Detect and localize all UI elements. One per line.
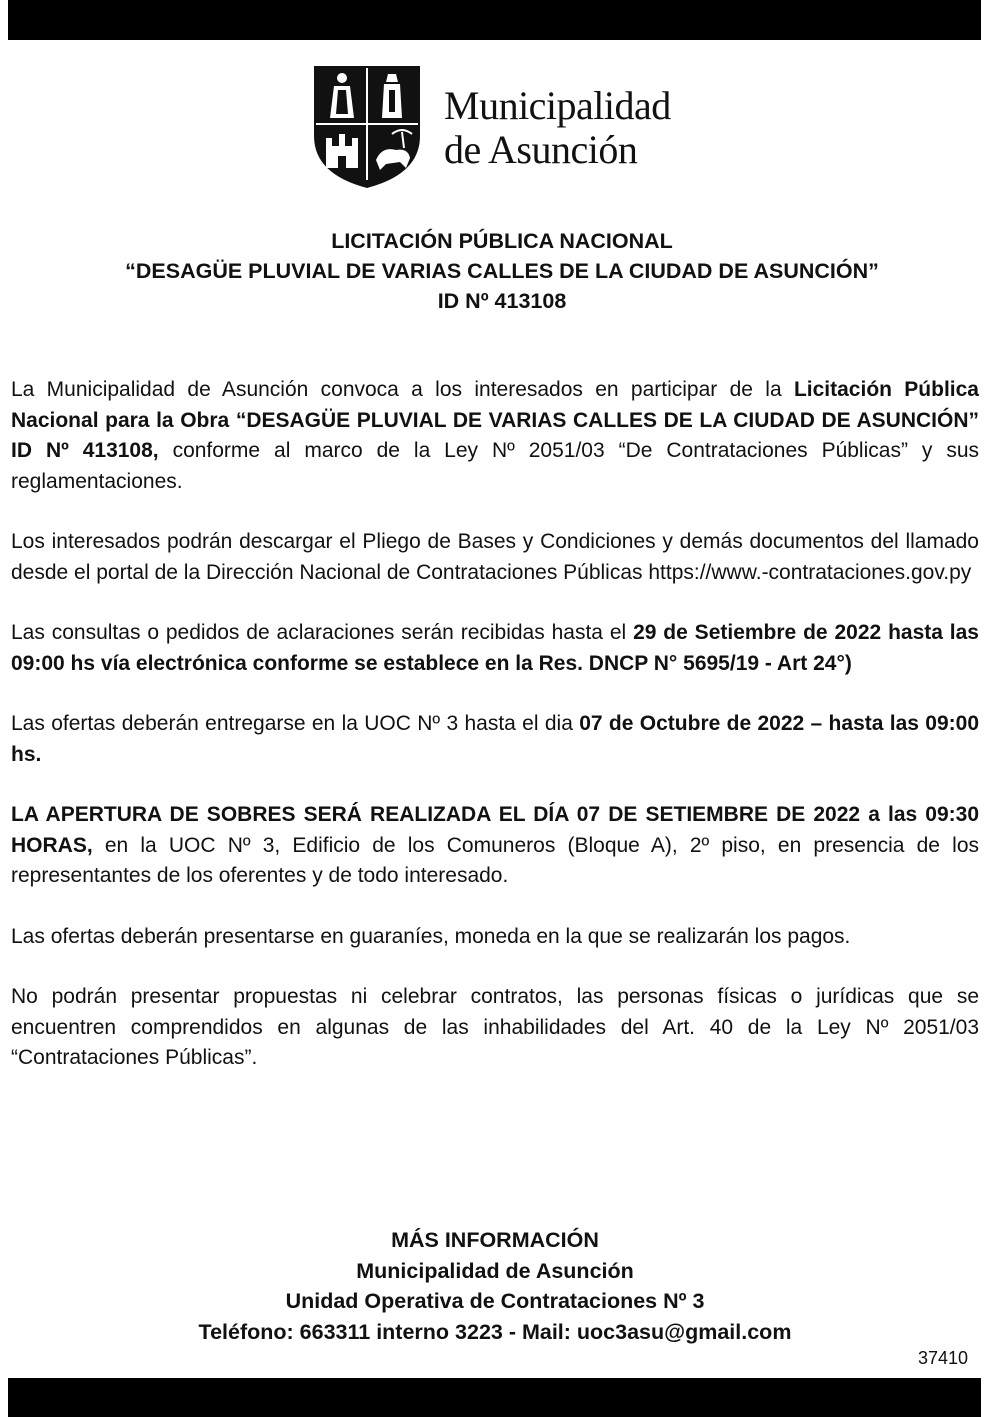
bottom-black-bar (8, 1378, 981, 1417)
paragraph-download: Los interesados podrán descargar el Pliego de Bases y Condiciones y demás documentos del llamado desde el portal de la Dirección Nacional de Contrataciones Públicas https://www.-contrataciones.gov.py (11, 530, 979, 584)
p3-bold: 29 de Setiembre de 2022 hasta las 09:00 hs vía electrónica conforme se establece en la Res. DNCP N° 5695/19 - Art 24°) (11, 621, 979, 675)
info-heading: MÁS INFORMACIÓN (391, 1228, 599, 1252)
p4-text: Las ofertas deberán entregarse en la UOC Nº 3 hasta el dia (11, 712, 580, 735)
paragraph-restrictions: No podrán presentar propuestas ni celebrar contratos, las personas físicas o jurídicas que se encuentren comprendidos en algunas de las inhabilidades del Art. 40 de la Ley Nº 2051/03 “Contrataciones Públicas”. (11, 985, 979, 1069)
p1-text: La Municipalidad de Asunción convoca a los interesados en participar de la (11, 378, 794, 401)
ad-code: 37410 (917, 1348, 968, 1368)
municipality-logo (312, 62, 692, 192)
paragraph-offers-delivery (11, 709, 979, 770)
paragraph-currency: Las ofertas deberán presentarse en guaraníes, moneda en la que se realizarán los pagos. (11, 924, 851, 948)
logo-line-1: Municipalidad (444, 83, 671, 128)
logo-wordmark (444, 84, 671, 172)
title-line-1: LICITACIÓN PÚBLICA NACIONAL (331, 229, 673, 253)
p5-bold: LA APERTURA DE SOBRES SERÁ REALIZADA EL DÍA 07 DE SETIEMBRE DE 2022 a las 09:30 HORAS, (11, 803, 979, 857)
more-info-block (0, 1225, 990, 1347)
coat-of-arms-icon (312, 62, 422, 190)
paragraph-convocation (11, 375, 979, 497)
p3-text: Las consultas o pedidos de aclaraciones serán recibidas hasta el (11, 621, 634, 644)
tender-title (0, 226, 1004, 316)
p1-text-end: conforme al marco de la Ley Nº 2051/03 “De Contrataciones Públicas” y sus reglamentaciones. (11, 439, 979, 493)
title-line-3: ID Nº 413108 (437, 289, 567, 313)
paragraph-queries (11, 618, 979, 679)
p4-bold: 07 de Octubre de 2022 – hasta las 09:00 hs. (11, 712, 979, 766)
notice-body (11, 375, 979, 1104)
p5-text: en la UOC Nº 3, Edificio de los Comuneros (Bloque A), 2º piso, en presencia de los representantes de los oferentes y de todo interesado. (11, 833, 979, 887)
title-line-2: “DESAGÜE PLUVIAL DE VARIAS CALLES DE LA CIUDAD DE ASUNCIÓN” (125, 259, 879, 283)
info-line-2: Unidad Operativa de Contrataciones Nº 3 (285, 1289, 705, 1313)
info-line-1: Municipalidad de Asunción (356, 1258, 634, 1283)
paragraph-opening (11, 800, 979, 892)
info-line-3: Teléfono: 663311 interno 3223 - Mail: uoc3asu@gmail.com (198, 1319, 792, 1344)
p1-bold: Licitación Pública Nacional para la Obra “DESAGÜE PLUVIAL DE VARIAS CALLES DE LA CIUDAD DE ASUNCIÓN” ID Nº 413108, (11, 378, 979, 462)
logo-line-2: de Asunción (444, 127, 638, 172)
top-black-bar (8, 0, 981, 40)
